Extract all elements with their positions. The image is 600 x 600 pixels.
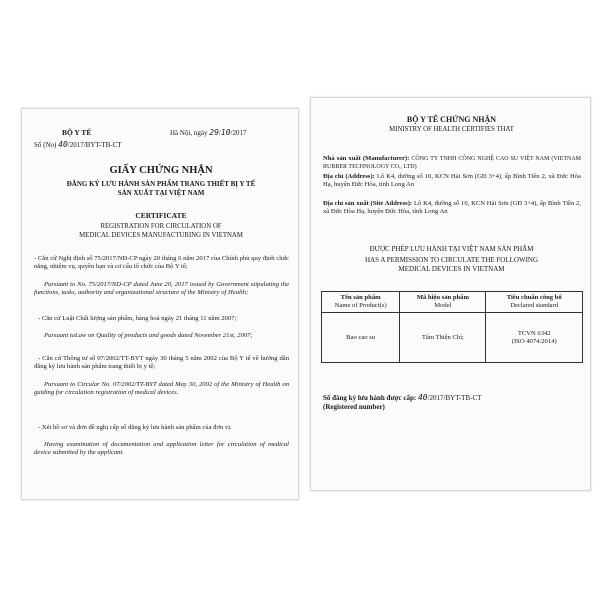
place-date: Hà Nội, ngày 29/10/2017 xyxy=(170,128,247,137)
manufacturer-block xyxy=(323,155,581,172)
table-header-name: Tên sản phẩm Name of Product(s) xyxy=(322,292,400,313)
address-block xyxy=(323,173,581,190)
basis-paragraph-2-vi: - Căn cứ Luật Chất lượng sản phẩm, hàng hoá ngày 21 tháng 11 năm 2007; xyxy=(38,315,237,322)
manufacturer-value: CÔNG TY TNHH CÔNG NGHỆ CAO SU VIỆT NAM (VIETNAM RUBBER TECHNOLOGY CO., LTD) xyxy=(323,156,581,171)
devices-table xyxy=(321,291,583,363)
site-address-block xyxy=(323,200,581,217)
registration-number-en: (Registered number) xyxy=(323,403,385,411)
right-ministry-heading: BỘ Y TẾ CHỨNG NHẬN xyxy=(406,115,497,124)
certificate-page-left xyxy=(21,108,299,500)
basis-paragraph-4-vi: - Xét hồ sơ và đơn đề nghị cấp số đăng ký lưu hành sản phẩm của đơn vị. xyxy=(38,424,232,431)
title-vi: GIẤY CHỨNG NHẬN xyxy=(109,165,213,176)
basis-paragraph-1-en: Pursuant to No. 75/2017/ND-CP dated June 20, 2017 issued by Government stipulating the functions, tasks, authority and organizational structure of the Ministry of Health; xyxy=(34,281,289,297)
subtitle-vi-line2: SẢN XUẤT TẠI VIỆT NAM xyxy=(117,189,205,197)
table-header-row xyxy=(322,292,583,313)
basis-paragraph-1-vi: - Căn cứ Nghị định số 75/2017/NĐ-CP ngày 20 tháng 6 năm 2017 của Chính phủ quy định chức năng, nhiệm vụ, quyền hạn và cơ cấu tổ chức của Bộ Y tế; xyxy=(34,255,289,271)
subtitle-vi-line1: ĐĂNG KÝ LƯU HÀNH SẢN PHẨM TRANG THIẾT BỊ Y TẾ xyxy=(66,180,256,188)
table-cell-name: Bao cao su xyxy=(322,313,400,363)
manufacturer-label: Nhà sản xuất (Manufacturer): xyxy=(323,155,410,162)
subtitle-en-line2: MEDICAL DEVICES MANUFACTURING IN VIETNAM xyxy=(79,232,243,239)
subtitle-en-line1: REGISTRATION FOR CIRCULATION OF xyxy=(100,223,222,230)
right-ministry-en: MINISTRY OF HEALTH CERTIFIES THAT xyxy=(389,126,514,133)
basis-paragraph-4-en: Having examination of documentation and application letter for circulation of medical device submitted by the applicant. xyxy=(34,441,289,457)
title-en: CERTIFICATE xyxy=(135,211,187,220)
basis-paragraph-2-en: Pursuant toLaw on Quality of products and goods dated November 21st, 2007; xyxy=(44,332,253,339)
table-header-standard: Tiêu chuẩn công bố Declared standard xyxy=(486,292,583,313)
basis-paragraph-3-en: Pursuant to Circular No. 07/2002/TT-BYT dated May 30, 2002 of the Ministry of Health on guiding for circulation registration of medical devices. xyxy=(34,381,289,397)
table-cell-standard: TCVN 6342 (ISO 4074:2014) xyxy=(486,313,583,363)
certificate-number: Số (No) 40/2017/BYT-TB-CT xyxy=(34,140,122,149)
address-value: Lô K4, đường số 10, KCN Hải Sơn (GĐ 3+4), ấp Bình Tiền 2, xã Đức Hòa Hạ, huyện Đức Hòa, tỉnh Long An xyxy=(323,173,581,189)
table-row xyxy=(322,313,583,363)
site-address-label: Địa chỉ sản xuất (Site Address): xyxy=(323,200,413,207)
handwritten-reg-number: 40 xyxy=(417,393,428,402)
ministry-heading: BỘ Y TẾ xyxy=(62,128,92,137)
address-label: Địa chỉ (Address): xyxy=(323,173,375,180)
permission-en-line2: MEDICAL DEVICES IN VIETNAM xyxy=(398,265,505,273)
handwritten-number: 40 xyxy=(58,140,68,149)
basis-paragraph-3-vi: - Căn cứ Thông tư số 07/2002/TT-BYT ngày 30 tháng 5 năm 2002 của Bộ Y tế về hướng dẫn đăng ký lưu hành sản phẩm trang thiết bị y tế; xyxy=(34,355,289,371)
handwritten-month: 10 xyxy=(220,128,231,137)
table-header-model: Mã hiệu sản phẩm Model xyxy=(400,292,486,313)
table-cell-model: Tâm Thiện Chí; xyxy=(400,313,486,363)
permission-vi: ĐƯỢC PHÉP LƯU HÀNH TẠI VIỆT NAM SẢN PHẨM xyxy=(369,245,534,253)
site-address-value: Lô K4, đường số 10, KCN Hải Sơn (GĐ 3+4), ấp Bình Tiền 2, xã Đức Hòa Hạ, huyện Đức Hòa, tỉnh Long An xyxy=(323,200,581,216)
registration-number: Số đăng ký lưu hành được cấp: 40/2017/BYT-TB-CT xyxy=(323,393,482,402)
certificate-page-right xyxy=(310,97,591,491)
permission-en-line1: HAS A PERMISSION TO CIRCULATE THE FOLLOWING xyxy=(364,256,539,264)
handwritten-day: 29 xyxy=(209,128,219,137)
